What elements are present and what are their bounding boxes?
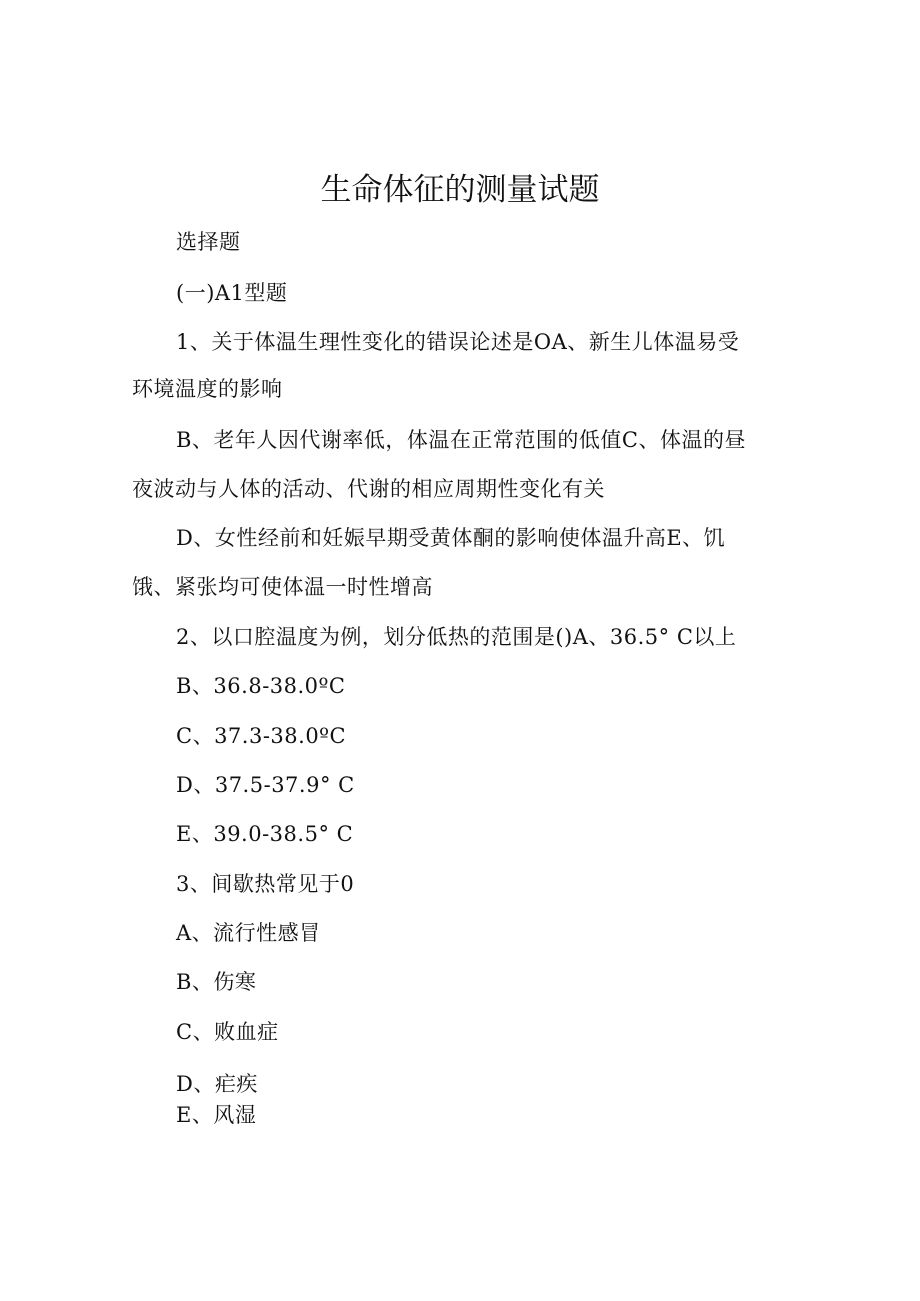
question-1-line-1: 1、关于体温生理性变化的错误论述是OA、新生儿体温易受 — [176, 330, 740, 354]
question-2-option-c: C、37.3-38.0ºC — [176, 724, 347, 748]
question-3-stem: 3、间歇热常见于0 — [176, 872, 355, 896]
question-3-option-a: A、流行性感冒 — [176, 921, 321, 945]
question-3-option-c: C、败血症 — [176, 1020, 279, 1044]
question-1-option-c-line-2: 夜波动与人体的活动、代谢的相应周期性变化有关 — [132, 477, 605, 501]
question-1-option-b-line-1: B、老年人因代谢率低，体温在正常范围的低值C、体温的昼 — [176, 428, 746, 452]
question-3-option-b: B、伤寒 — [176, 970, 257, 994]
document-title: 生命体征的测量试题 — [320, 172, 600, 208]
question-1-option-d-line-1: D、女性经前和妊娠早期受黄体酮的影响使体温升高E、饥 — [176, 526, 726, 550]
question-1-option-e-line-2: 饿、紧张均可使体温一时性增高 — [132, 575, 433, 599]
subsection-heading: (一)A1型题 — [176, 281, 288, 305]
question-3-option-d: D、疟疾 — [176, 1072, 258, 1096]
question-1-line-2: 环境温度的影响 — [132, 377, 283, 401]
question-3-option-e: E、风湿 — [176, 1103, 257, 1127]
question-2-option-b: B、36.8-38.0ºC — [176, 674, 346, 698]
question-2-line-1: 2、以口腔温度为例，划分低热的范围是()A、36.5° C以上 — [176, 625, 737, 649]
question-2-option-d: D、37.5-37.9° C — [176, 773, 355, 797]
question-2-option-e: E、39.0-38.5° C — [176, 822, 354, 846]
section-heading: 选择题 — [176, 230, 241, 254]
